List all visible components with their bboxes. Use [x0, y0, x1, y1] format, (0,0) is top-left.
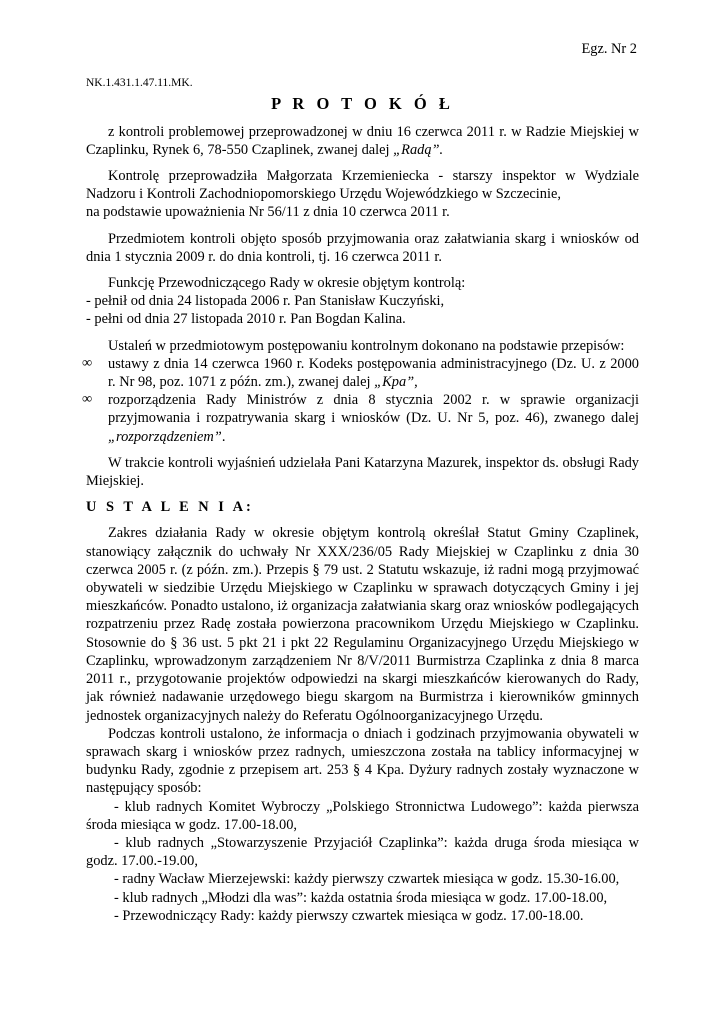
- chair-section: [86, 274, 639, 329]
- reference-number: NK.1.431.1.47.11.MK.: [86, 77, 193, 90]
- legal-basis-text: rozporządzenia Rady Ministrów z dnia 8 stycznia 2002 r. w sprawie organizacji przyjmowania i rozpatrywania skarg i wniosków (Dz. U. Nr 5, poz. 46), zwanego dalej: [108, 392, 639, 427]
- duty-schedule-item: - klub radnych „Młodzi dla was”: każda ostatnia środa miesiąca w godz. 17.00-18.00,: [114, 889, 608, 906]
- legal-basis-tail: .: [221, 428, 226, 445]
- intro-paragraph: [86, 123, 639, 159]
- legal-basis-emphasis: „rozporządzeniem”: [108, 428, 222, 445]
- chair-intro: Funkcję Przewodniczącego Rady w okresie objętym kontrolą:: [108, 275, 466, 292]
- subject-paragraph: Przedmiotem kontroli objęto sposób przyjmowania oraz załatwiania skarg i wniosków od dnia 1 stycznia 2009 r. do dnia kontroli, tj. 16 czerwca 2011 r.: [86, 230, 639, 265]
- infinity-bullet-icon: ∞: [82, 391, 93, 408]
- findings-heading: U S T A L E N I A:: [86, 499, 254, 516]
- inspector-line-1: Kontrolę przeprowadziła Małgorzata Krzemieniecka - starszy inspektor w Wydziale Nadzoru i Kontroli Zachodniopomorskiego Urzędu Wojewódzkiego w Szczecinie,: [86, 168, 639, 203]
- infinity-bullet-icon: ∞: [82, 354, 93, 371]
- legal-basis-list: [82, 354, 639, 446]
- duty-schedule-item: - klub radnych Komitet Wybroczy „Polskiego Stronnictwa Ludowego”: każda pierwsza środa miesiąca w godz. 17.00-18.00,: [86, 798, 639, 833]
- legal-basis-text: ustawy z dnia 14 czerwca 1960 r. Kodeks postępowania administracyjnego (Dz. U. z 2000 r. Nr 98, poz. 1071 z późn. zm.), zwanej dalej: [108, 355, 639, 391]
- legal-basis-item: [82, 354, 639, 391]
- legal-basis-section: [82, 337, 639, 446]
- inspector-line-2: na podstawie upoważnienia Nr 56/11 z dnia 10 czerwca 2011 r.: [86, 204, 450, 221]
- legal-basis-tail: ,: [414, 374, 418, 391]
- findings-paragraph-2: Podczas kontroli ustalono, że informacja o dniach i godzinach przyjmowania obywateli w sprawach skarg i wniosków przez radnych, umieszczona została na tablicy informacyjnej w budynku Rady, zgodnie z przepisem art. 253 § 4 Kpa. Dyżury radnych zostały wyznaczone w następujący sposób:: [86, 725, 639, 797]
- explanations-paragraph: W trakcie kontroli wyjaśnień udzielała Pani Katarzyna Mazurek, inspektor ds. obsługi Rady Miejskiej.: [86, 454, 639, 490]
- duty-schedule-item: - radny Wacław Mierzejewski: każdy pierwszy czwartek miesiąca w godz. 15.30-16.00,: [114, 871, 620, 888]
- document-title: P R O T O K Ó Ł: [271, 94, 454, 114]
- intro-text: z kontroli problemowej przeprowadzonej w dniu 16 czerwca 2011 r. w Radzie Miejskiej w Czaplinku, Rynek 6, 78-550 Czaplinek, zwanej dalej: [86, 123, 639, 158]
- duty-schedule-item: - klub radnych „Stowarzyszenie Przyjaciół Czaplinka”: każda druga środa miesiąca w godz. 17.00.-19.00,: [86, 834, 639, 870]
- legal-basis-item: [82, 391, 639, 446]
- legal-basis-emphasis: „Kpa”: [374, 374, 415, 391]
- legal-basis-intro: Ustaleń w przedmiotowym postępowaniu kontrolnym dokonano na podstawie przepisów:: [108, 337, 625, 354]
- chair-item: - pełnił od dnia 24 listopada 2006 r. Pan Stanisław Kuczyński,: [86, 293, 445, 310]
- chair-item: - pełni od dnia 27 listopada 2010 r. Pan Bogdan Kalina.: [86, 311, 406, 328]
- intro-emphasis: „Radą”.: [393, 141, 444, 158]
- duty-schedule-list: [86, 798, 639, 925]
- duty-schedule-item: - Przewodniczący Rady: każdy pierwszy czwartek miesiąca w godz. 17.00-18.00.: [114, 907, 584, 924]
- findings-paragraph-1: Zakres działania Rady w okresie objętym kontrolą określał Statut Gminy Czaplinek, stanowiący załącznik do uchwały Nr XXX/236/05 Rady Miejskiej w Czaplinku z dnia 30 czerwca 2005 r. (z późn. zm.). Przepis § 79 ust. 2 Statutu wskazuje, iż radni mogą przyjmować obywateli w siedzibie Urzędu Miejskiego w Czaplinku w sprawach dotyczących Gminy i jej mieszkańców. Ponadto ustalono, iż organizacja załatwiania skarg oraz wniosków podlegających rozpatrzeniu przez Radę została powierzona pracownikom Urzędu Miejskiego w Czaplinku. Stosownie do § 36 ust. 5 pkt 21 i pkt 22 Regulaminu Organizacyjnego Urzędu Miejskiego w Czaplinku, wprowadzonym zarządzeniem Nr 8/V/2011 Burmistrza Czaplinka z dnia 8 marca 2011 r., przygotowanie projektów odpowiedzi na skargi mieszkańców kierowanych do Rady, jak również nadawanie urzędowego biegu skargom na Burmistrza i kierowników gminnych jednostek organizacyjnych należy do Referatu Ogólnoorganizacyjnego Urzędu.: [86, 525, 639, 724]
- copy-number-label: Egz. Nr 2: [581, 41, 637, 57]
- inspector-paragraph: [86, 167, 639, 222]
